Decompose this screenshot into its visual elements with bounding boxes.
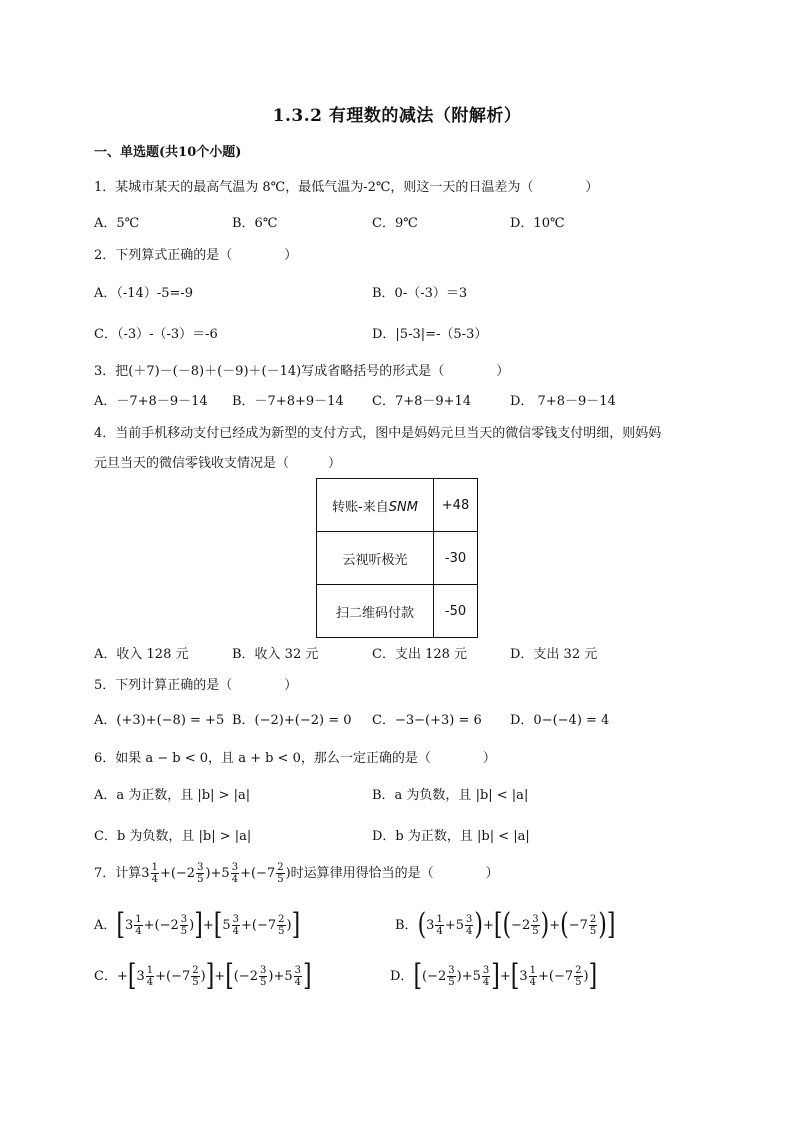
- question-1-stem: 1．某城市某天的最高气温为 8℃，最低气温为-2℃，则这一天的日温差为（ ）: [94, 180, 599, 195]
- question-2-option-c[interactable]: C．（-3）-（-3）＝-6: [94, 327, 218, 342]
- payment-amount: -30: [434, 532, 478, 585]
- question-4-option-c[interactable]: C．支出 128 元: [372, 647, 468, 662]
- question-7-stem-suffix: 时运算律用得恰当的是（ ）: [290, 865, 499, 881]
- question-2-stem: 2．下列算式正确的是（ ）: [94, 248, 298, 263]
- question-6-option-a[interactable]: A．a 为正数，且 |b| > |a|: [94, 788, 251, 803]
- page-title: 1.3.2 有理数的减法（附解析）: [272, 106, 522, 126]
- question-1-option-b[interactable]: B．6℃: [232, 216, 278, 231]
- question-2-option-b[interactable]: B．0-（-3）＝3: [372, 286, 468, 301]
- question-6-option-b[interactable]: B．a 为负数，且 |b| < |a|: [372, 788, 529, 803]
- question-4-option-a[interactable]: A．收入 128 元: [94, 647, 189, 662]
- question-4-option-b[interactable]: B．收入 32 元: [232, 647, 319, 662]
- question-4-option-d[interactable]: D．支出 32 元: [510, 647, 598, 662]
- question-7-option-b[interactable]: [395, 907, 616, 942]
- question-7-option-d[interactable]: [390, 958, 598, 993]
- question-3-option-b[interactable]: B．－7+8+9－14: [232, 394, 344, 409]
- question-2-option-d[interactable]: D．|5-3|=-（5-3）: [372, 327, 488, 342]
- question-3-stem: 3．把(＋7)－(－8)＋(－9)＋(－14)写成省略括号的形式是（ ）: [94, 364, 510, 379]
- question-5-option-a[interactable]: A．(+3)+(−8) = +5: [94, 713, 225, 728]
- question-1-option-c[interactable]: C．9℃: [372, 216, 418, 231]
- question-5-option-b[interactable]: B．(−2)+(−2) = 0: [232, 713, 352, 728]
- question-3-option-d[interactable]: D． 7+8－9－14: [510, 394, 616, 409]
- option-c-expression: + [ 3 $\frac{1}{4}$ +(−7 $\frac{2}{5}$ ) ] + [ (−2 $\frac{3}{5}$ )+5 $\frac{3}{4}$ ]: [116, 958, 312, 993]
- option-label: B．: [395, 917, 418, 933]
- question-5-stem: 5．下列计算正确的是（ ）: [94, 678, 298, 693]
- question-1-option-d[interactable]: D．10℃: [510, 216, 565, 231]
- section-heading: 一、单选题(共10个小题): [94, 145, 242, 160]
- option-b-expression: ( 3 $\frac{1}{4}$ +5 $\frac{3}{4}$ ) + [ ( −2 $\frac{3}{5}$ ) + ( −7 $\frac{2}{5}$ ) ]: [417, 907, 616, 942]
- question-7-stem: [94, 862, 499, 885]
- question-3-option-a[interactable]: A．－7+8－9－14: [94, 394, 208, 409]
- question-6-option-c[interactable]: C．b 为负数，且 |b| > |a|: [94, 829, 252, 844]
- payment-item: 云视听极光: [317, 532, 434, 585]
- question-5-option-d[interactable]: D．0−(−4) = 4: [510, 713, 610, 728]
- question-4-stem-line-1: 4．当前手机移动支付已经成为新型的支付方式，图中是妈妈元旦当天的微信零钱支付明细，则妈妈: [94, 426, 662, 441]
- payment-amount: -50: [434, 585, 478, 638]
- question-3-option-c[interactable]: C．7+8－9+14: [372, 394, 472, 409]
- table-row: [317, 585, 478, 638]
- question-6-stem: 6．如果 a − b < 0，且 a + b < 0，那么一定正确的是（ ）: [94, 751, 496, 766]
- payment-item: 转账-来自SNM: [317, 479, 434, 532]
- option-a-expression: [ 3 $\frac{1}{4}$ +(−2 $\frac{3}{5}$ ) ] + [ 5 $\frac{3}{4}$ +(−7 $\frac{2}{5}$ ) ]: [116, 907, 301, 942]
- payment-amount: +48: [434, 479, 478, 532]
- payment-item: 扫二维码付款: [317, 585, 434, 638]
- question-7-expression: 3 $\frac{1}{4}$ +(−2 $\frac{3}{5}$ )+5 $\frac{3}{4}$ +(−7 $\frac{2}{5}$ ): [141, 862, 291, 885]
- question-4-stem-line-2: 元旦当天的微信零钱收支情况是（ ）: [94, 456, 342, 471]
- question-2-option-a[interactable]: A．（-14）-5=-9: [94, 286, 194, 301]
- option-label: A．: [94, 917, 117, 933]
- question-6-option-d[interactable]: D．b 为正数，且 |b| < |a|: [372, 829, 530, 844]
- option-label: C．: [94, 968, 117, 984]
- option-label: D．: [390, 968, 414, 984]
- table-row: [317, 479, 478, 532]
- question-7-stem-prefix: 7．计算: [94, 865, 142, 881]
- question-5-option-c[interactable]: C．−3−(+3) = 6: [372, 713, 482, 728]
- question-1-option-a[interactable]: A．5℃: [94, 216, 140, 231]
- payment-detail-table: [316, 478, 478, 638]
- table-row: [317, 532, 478, 585]
- option-d-expression: [ (−2 $\frac{3}{5}$ )+5 $\frac{3}{4}$ ] + [ 3 $\frac{1}{4}$ +(−7 $\frac{2}{5}$ ) ]: [413, 958, 598, 993]
- question-7-option-a[interactable]: [94, 907, 301, 942]
- question-7-option-c[interactable]: [94, 958, 312, 993]
